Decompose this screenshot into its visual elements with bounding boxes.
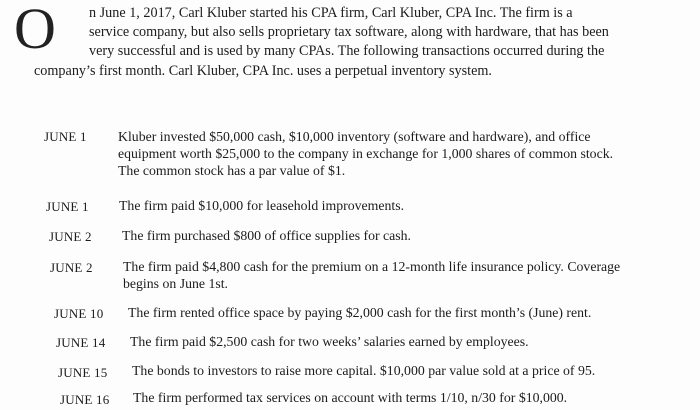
transaction-text: The firm paid $4,800 cash for the premium on a 12-month life insurance policy. Coverage bbox=[123, 259, 621, 274]
transaction-text: equipment worth $25,000 to the company in exchange for 1,000 shares of common stock. bbox=[118, 146, 614, 161]
transaction-date: JUNE 1 bbox=[44, 129, 87, 144]
intro-line: company’s first month. Carl Kluber, CPA Inc. uses a perpetual inventory system. bbox=[34, 63, 492, 79]
intro-line: very successful and is used by many CPAs. The following transactions occurred during the bbox=[89, 43, 605, 59]
transaction-text: The bonds to investors to raise more capital. $10,000 par value sold at a price of 95. bbox=[132, 363, 596, 378]
transaction-date: JUNE 14 bbox=[56, 335, 106, 350]
drop-cap: O bbox=[14, 0, 56, 61]
transaction-text: The firm rented office space by paying $2,000 cash for the first month’s (June) rent. bbox=[128, 305, 592, 320]
transaction-date: JUNE 16 bbox=[60, 392, 110, 407]
transaction-text: The firm paid $2,500 cash for two weeks’ salaries earned by employees. bbox=[130, 334, 529, 349]
intro-line: n June 1, 2017, Carl Kluber started his CPA firm, Carl Kluber, CPA Inc. The firm is a bbox=[89, 5, 573, 21]
transaction-date: JUNE 15 bbox=[58, 365, 108, 380]
transaction-text: The firm paid $10,000 for leasehold improvements. bbox=[119, 198, 405, 213]
transaction-date: JUNE 1 bbox=[46, 199, 89, 214]
transaction-text: Kluber invested $50,000 cash, $10,000 inventory (software and hardware), and office bbox=[118, 129, 591, 144]
transaction-text: begins on June 1st. bbox=[123, 276, 229, 291]
transaction-text: The firm purchased $800 of office supplies for cash. bbox=[122, 228, 412, 243]
transaction-date: JUNE 10 bbox=[54, 306, 104, 321]
intro-line: service company, but also sells proprietary tax software, along with hardware, that has been bbox=[89, 24, 609, 40]
transaction-text: The firm performed tax services on account with terms 1/10, n/30 for $10,000. bbox=[133, 390, 568, 405]
transaction-text: The common stock has a par value of $1. bbox=[118, 163, 346, 178]
transaction-date: JUNE 2 bbox=[50, 260, 93, 275]
transaction-date: JUNE 2 bbox=[49, 229, 92, 244]
